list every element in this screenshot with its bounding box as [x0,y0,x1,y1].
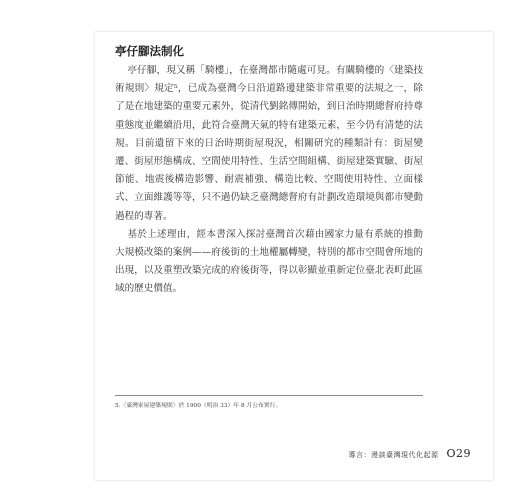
page-number: O29 [446,447,471,460]
book-page [95,32,493,480]
body-paragraph-2: 基於上述理由，經本書深入探討臺灣首次藉由國家力量有系統的推動大規模改築的案例——府後街的土地權屬轉變，特別的都市空間會所地的出現，以及重塑改築完成的府後街等，得以彰顯並重新定位臺北表町此區域的歷史價值。 [115,228,423,295]
body-paragraph-1: 亭仔腳，現又稱「騎樓」，在臺灣都市隨處可見。有關騎樓的〈建築技術規則〉規定⁵，已成為臺灣今日沿道路邊建築非常重要的法規之一，除了是在地建築的重要元素外，從清代劉銘傳開始，到日治時期總督府持尊重態度並繼續沿用，此符合臺灣天氣的特有建築元素，至今仍有清楚的法規。目前遺留下來的日治時期街屋現況，相關研究的種類計有：街屋變遷、街屋形態構成、空間使用特性、生活空間組構、街屋建築實驗、街屋節能、地震後構造影響、耐震補強、構造比較、空間使用特性、立面樣式、立面維護等等，只不過仍缺乏臺灣總督府有計劃改造環境與都市變動過程的專著。 [115,65,423,222]
section-title: 亭仔腳法制化 [115,44,184,58]
footnote-divider [115,395,423,396]
running-title: 導言：漫談臺灣現代化起源 [348,451,439,459]
footnote: 5.〈臺灣家屋建築規則〉於 1900（明治 33）年 8 月公布實行。 [115,403,282,409]
page-body [115,43,423,299]
page-footer [348,447,471,460]
